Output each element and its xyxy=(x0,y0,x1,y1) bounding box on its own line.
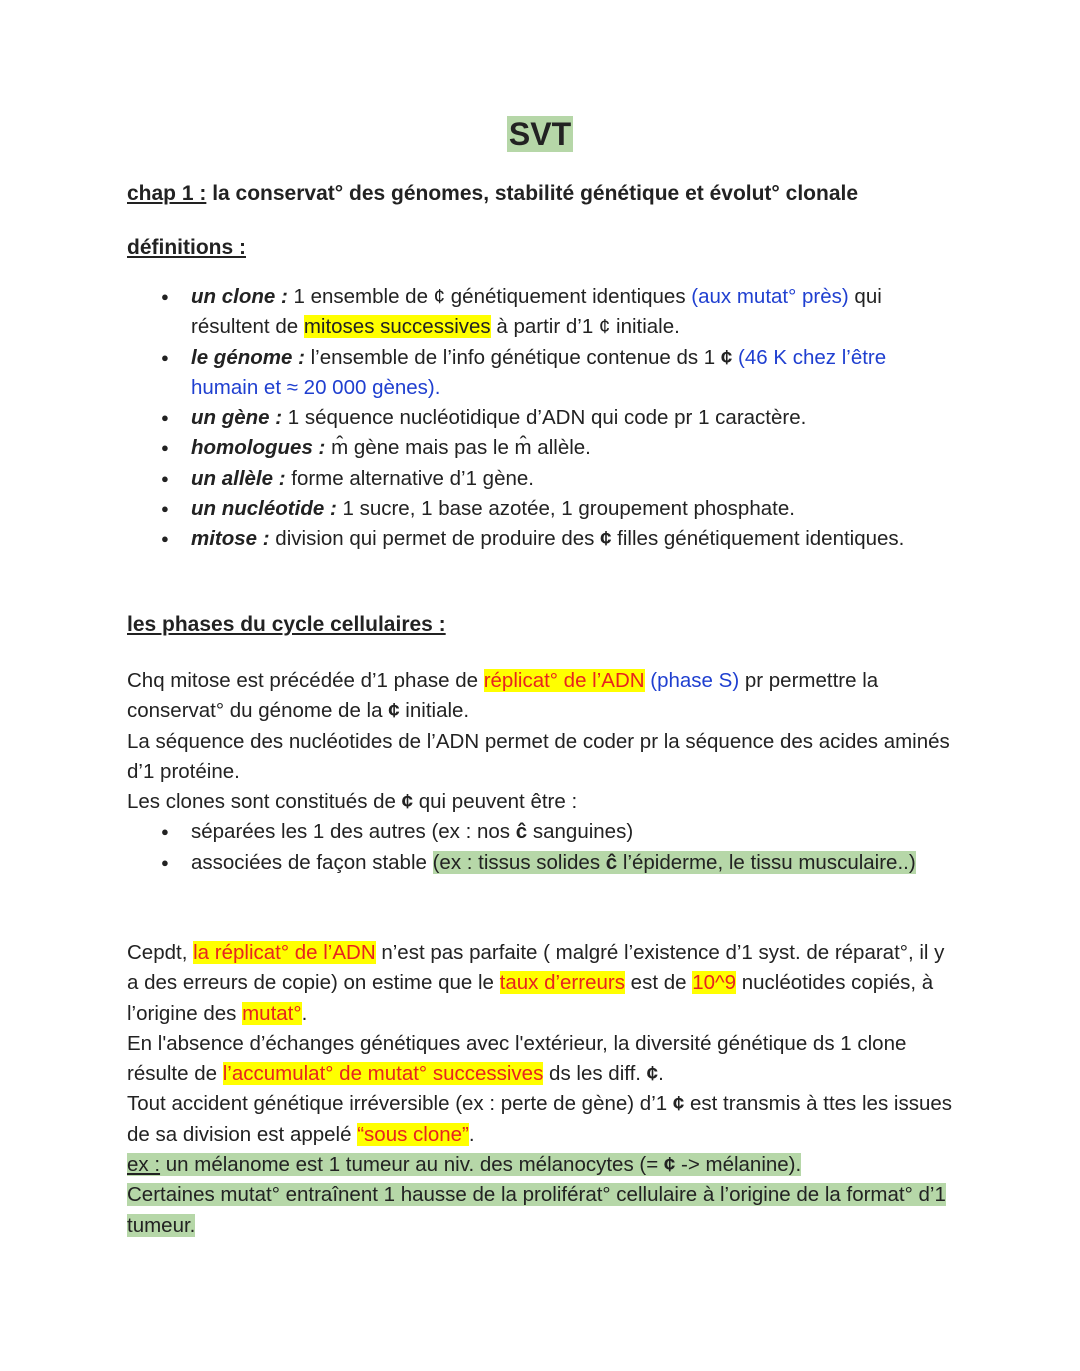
definitions-list xyxy=(127,282,957,555)
list-item: ● homologues : m̂ gène mais pas le m̂ allèle. xyxy=(127,433,957,463)
list-item: ● un allèle : forme alternative d’1 gène. xyxy=(127,464,957,494)
tumor-paragraph: Certaines mutat° entraînent 1 hausse de la prolifér​at° cellulaire à l’origine de la format° d’1 tumeur. xyxy=(127,1183,946,1237)
list-item: ● un clone : 1 ensemble de ¢ génétiquement identiques (aux mutat° près) qui résultent de mitoses successives à partir d’1 ¢ initiale. xyxy=(127,282,957,343)
diversity-paragraph: En l'absence d’échanges génétiques avec l'extérieur, la diversité génétique ds 1 clone résulte de l’accumulat° de mutat° successives ds les diff. ¢. xyxy=(127,1031,907,1086)
list-item: ● un nucléotide : 1 sucre, 1 base azotée, 1 groupement phosphate. xyxy=(127,494,957,524)
subclone-paragraph: Tout accident génétique irréversible (ex : perte de gène) d’1 ¢ est transmis à ttes les issues de sa division est appelé “sous clone”. xyxy=(127,1092,952,1146)
definitions-heading: définitions : xyxy=(127,236,246,259)
phases-paragraph-1: Chq mitose est précédée d’1 phase de réplicat° de l’ADN (phase S) pr permettre la conservat° du génome de la ¢ initiale. xyxy=(127,669,879,723)
page-title xyxy=(0,112,1080,156)
chapter-text: la conservat° des génomes, stabilité génétique et évolut° clonale xyxy=(206,182,859,205)
example-paragraph: ex : un mélanome est 1 tumeur au niv. des mélanocytes (= ¢ -> mélanine). xyxy=(127,1153,802,1177)
phases-paragraph-2: La séquence des nucléotides de l’ADN permet de coder pr la séquence des acides aminés d’1 protéine. xyxy=(127,729,950,783)
replication-block xyxy=(127,938,957,1241)
chapter-heading xyxy=(127,180,858,208)
clone-types-list xyxy=(127,817,957,878)
phases-paragraph-3: Les clones sont constitués de ¢ qui peuvent être : xyxy=(127,790,578,814)
definitions-list-block xyxy=(127,282,957,555)
list-item: ● un gène : 1 séquence nucléotidique d’ADN qui code pr 1 caractère. xyxy=(127,403,957,433)
replication-paragraph: Cepdt, la réplicat° de l’ADN n’est pas parfaite ( malgré l’existence d’1 syst. de réparat°, il y a des erreurs de copie) on estime que le taux d’erreurs est de 10^9 nucléotides copiés, à l’origine des mutat°. xyxy=(127,941,945,1025)
list-item: ● le génome : l’ensemble de l’info génétique contenue ds 1 ¢ (46 K chez l’être humain et ≈ 20 000 gènes). xyxy=(127,343,957,404)
chapter-label: chap 1 : xyxy=(127,182,207,205)
list-item: ● mitose : division qui permet de produire des ¢ filles génétiquement identiques. xyxy=(127,524,957,554)
list-item: ● associées de façon stable (ex : tissus solides ĉ l’épiderme, le tissu musculaire..) xyxy=(127,848,957,878)
phases-block xyxy=(127,666,957,878)
title-text: SVT xyxy=(508,116,572,152)
phases-heading: les phases du cycle cellulaires : xyxy=(127,613,446,636)
list-item: ● séparées les 1 des autres (ex : nos ĉ sanguines) xyxy=(127,817,957,847)
